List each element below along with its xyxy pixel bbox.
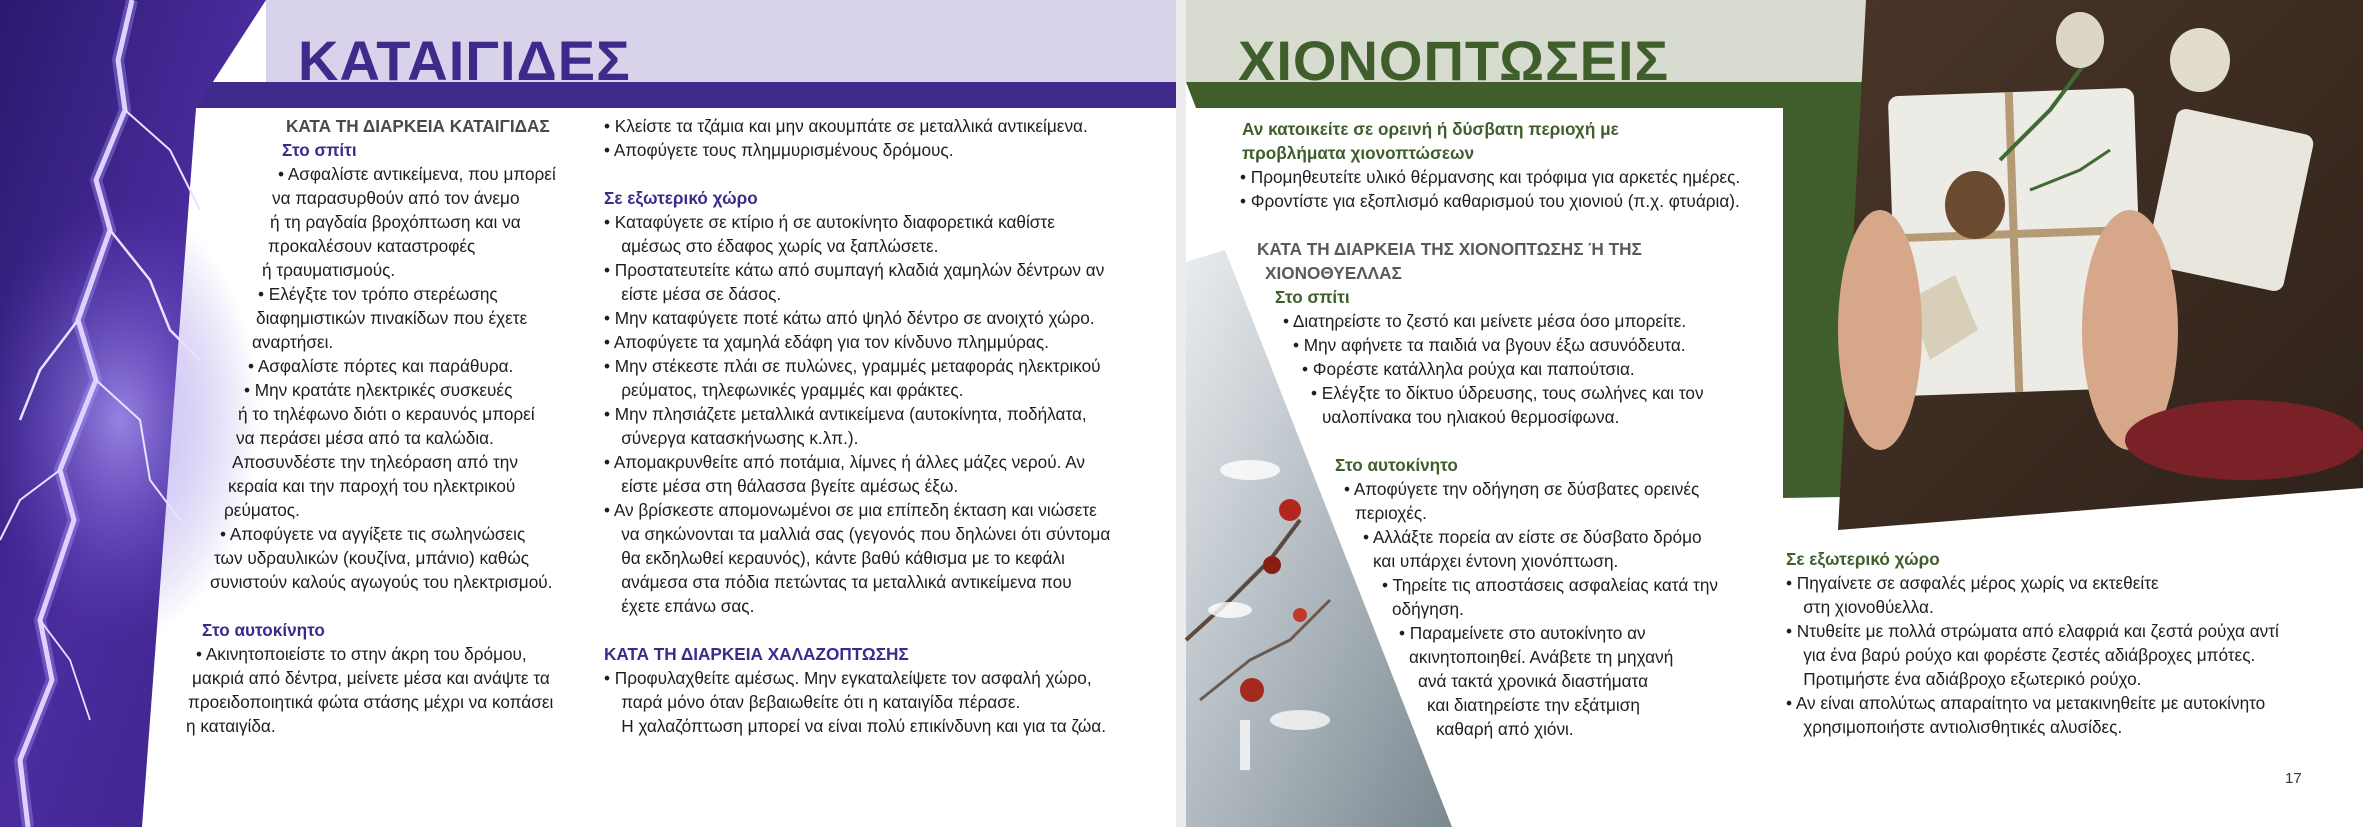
text-line: προκαλέσουν καταστροφές: [268, 236, 476, 256]
text-line: • Ελέγξτε το δίκτυο ύδρευσης, τους σωλήνες και τον: [1311, 383, 1704, 403]
text-line: είστε μέσα σε δάσος.: [604, 284, 782, 304]
section-heading: Στο αυτοκίνητο: [1335, 455, 1458, 475]
section-heading: Στο σπίτι: [1275, 287, 1350, 307]
text-line: είστε μέσα στη θάλασσα βγείτε αμέσως έξω.: [604, 476, 959, 496]
text-line: θα εκδηλωθεί κεραυνός), κάντε βαθύ κάθισμα με το κεφάλι: [604, 548, 1065, 568]
text-line: υαλοπίνακα του ηλιακού θερμοσίφωνα.: [1322, 407, 1620, 427]
text-line: • Καταφύγετε σε κτίριο ή σε αυτοκίνητο διαφορετικά καθίστε: [604, 212, 1055, 232]
text-line: η καταιγίδα.: [186, 716, 276, 736]
text-line: • Ασφαλίστε αντικείμενα, που μπορεί: [278, 164, 556, 184]
text-line: • Μην αφήνετε τα παιδιά να βγουν έξω ασυνόδευτα.: [1293, 335, 1686, 355]
storms-title: ΚΑΤΑΙΓΙΔΕΣ: [298, 29, 631, 92]
spacer: [0, 213, 1740, 237]
text-line: • Διατηρείστε το ζεστό και μείνετε μέσα όσο μπορείτε.: [1283, 311, 1687, 331]
text-line: συνιστούν καλούς αγωγούς του ηλεκτρισμού.: [210, 572, 553, 592]
section-heading: Σε εξωτερικό χώρο: [1786, 549, 1940, 569]
text-line: σύνεργα κατασκήνωσης κ.λπ.).: [604, 428, 859, 448]
text-line: μακριά από δέντρα, μείνετε μέσα και ανάψτε τα: [192, 668, 550, 688]
text-line: • Μην κρατάτε ηλεκτρικές συσκευές: [244, 380, 513, 400]
text-line: στη χιονοθύελλα.: [1786, 597, 1934, 617]
section-heading: ΚΑΤΑ ΤΗ ΔΙΑΡΚΕΙΑ ΚΑΤΑΙΓΙΔΑΣ: [286, 116, 550, 136]
text-line: • Ελέγξτε τον τρόπο στερέωσης: [258, 284, 498, 304]
text-line: να περάσει μέσα από τα καλώδια.: [236, 428, 494, 448]
text-line: αναρτήσει.: [252, 332, 334, 352]
text-line: προειδοποιητικά φώτα στάσης μέχρι να κοπάσει: [188, 692, 554, 712]
text-line: • Αν βρίσκεστε απομονωμένοι σε μια επίπεδη έκταση και νιώσετε: [604, 500, 1097, 520]
text-line: καθαρή από χιόνι.: [1436, 719, 1574, 739]
text-line: • Φορέστε κατάλληλα ρούχα και παπούτσια.: [1302, 359, 1635, 379]
text-line: • Αλλάξτε πορεία αν είστε σε δύσβατο δρόμο: [1363, 527, 1702, 547]
text-line: • Προφυλαχθείτε αμέσως. Μην εγκαταλείψετε τον ασφαλή χώρο,: [604, 668, 1092, 688]
section-heading: προβλήματα χιονοπτώσεων: [1242, 143, 1475, 163]
text-line: και υπάρχει έντονη χιονόπτωση.: [1373, 551, 1619, 571]
text-line: • Προμηθευτείτε υλικό θέρμανσης και τρόφιμα για αρκετές ημέρες.: [1240, 167, 1741, 187]
section-heading: Στο σπίτι: [282, 140, 357, 160]
text-line: • Μην καταφύγετε ποτέ κάτω από ψηλό δέντρο σε ανοιχτό χώρο.: [604, 308, 1095, 328]
text-line: • Πηγαίνετε σε ασφαλές μέρος χωρίς να εκτεθείτε: [1786, 573, 2159, 593]
text-line: ή τραυματισμούς.: [262, 260, 396, 280]
text-line: • Προστατευτείτε κάτω από συμπαγή κλαδιά χαμηλών δέντρων αν: [604, 260, 1105, 280]
text-line: για ένα βαρύ ρούχο και φορέστε ζεστές αδιάβροχες μπότες.: [1786, 645, 2256, 665]
page-number: 17: [2285, 770, 2302, 787]
text-line: παρά μόνο όταν βεβαιωθείτε ότι η καταιγίδα πέρασε.: [604, 692, 1021, 712]
text-line: διαφημιστικών πινακίδων που έχετε: [256, 308, 528, 328]
text-line: Η χαλαζόπτωση μπορεί να είναι πολύ επικίνδυνη και για τα ζώα.: [604, 716, 1106, 736]
text-line: ανάμεσα στα πόδια πετώντας τα μεταλλικά αντικείμενα που: [604, 572, 1072, 592]
text-line: ακινητοποιηθεί. Ανάβετε τη μηχανή: [1409, 647, 1674, 667]
text-line: • Παραμείνετε στο αυτοκίνητο αν: [1399, 623, 1646, 643]
section-heading: Αν κατοικείτε σε ορεινή ή δύσβατη περιοχή με: [1242, 119, 1619, 139]
text-line: • Αποφύγετε να αγγίξετε τις σωληνώσεις: [220, 524, 526, 544]
text-line: • Ακινητοποιείστε το στην άκρη του δρόμου,: [196, 644, 527, 664]
section-heading: Σε εξωτερικό χώρο: [604, 188, 758, 208]
text-line: • Φροντίστε για εξοπλισμό καθαρισμού του χιονιού (π.χ. φτυάρια).: [1240, 191, 1740, 211]
section-heading: ΚΑΤΑ ΤΗ ΔΙΑΡΚΕΙΑ ΤΗΣ ΧΙΟΝΟΠΤΩΣΗΣ Ή ΤΗΣ: [1257, 239, 1642, 259]
text-line: ή τη ραγδαία βροχόπτωση και να: [270, 212, 521, 232]
section-heading: Στο αυτοκίνητο: [202, 620, 325, 640]
text-line: περιοχές.: [1355, 503, 1427, 523]
text-line: • Αποφύγετε την οδήγηση σε δύσβατες ορεινές: [1344, 479, 1700, 499]
text-line: Αποσυνδέστε την τηλεόραση από την: [232, 452, 518, 472]
text-line: ρεύματος, τηλεφωνικές γραμμές και φράκτες.: [604, 380, 964, 400]
text-line: • Αν είναι απολύτως απαραίτητο να μετακινηθείτε με αυτοκίνητο: [1786, 693, 2266, 713]
section-heading: ΧΙΟΝΟΘΥΕΛΛΑΣ: [1265, 263, 1402, 283]
text-line: και διατηρείστε την εξάτμιση: [1427, 695, 1640, 715]
text-line: αμέσως στο έδαφος χωρίς να ξαπλώσετε.: [604, 236, 939, 256]
text-line: • Αποφύγετε τα χαμηλά εδάφη για τον κίνδυνο πλημμύρας.: [604, 332, 1049, 352]
text-line: ανά τακτά χρονικά διαστήματα: [1418, 671, 1649, 691]
text-line: να παρασυρθούν από τον άνεμο: [272, 188, 520, 208]
text-line: ρεύματος.: [224, 500, 300, 520]
snowfall-column-2: [1786, 547, 2279, 739]
text-line: ή το τηλέφωνο διότι ο κεραυνός μπορεί: [238, 404, 535, 424]
text-line: κεραία και την παροχή του ηλεκτρικού: [228, 476, 516, 496]
text-line: των υδραυλικών (κουζίνα, μπάνιο) καθώς: [214, 548, 530, 568]
text-line: έχετε επάνω σας.: [604, 596, 755, 616]
text-line: • Μην πλησιάζετε μεταλλικά αντικείμενα (αυτοκίνητα, ποδήλατα,: [604, 404, 1087, 424]
spacer: [0, 429, 1740, 453]
text-line: να σηκώνονται τα μαλλιά σας (γεγονός που δηλώνει ότι σύντομα: [604, 524, 1111, 544]
text-line: • Μην στέκεστε πλάι σε πυλώνες, γραμμές μεταφοράς ηλεκτρικού: [604, 356, 1101, 376]
text-line: Προτιμήστε ένα αδιάβροχο εξωτερικό ρούχο.: [1786, 669, 2142, 689]
snowfall-column-1: [0, 117, 1740, 741]
snowfall-title: ΧΙΟΝΟΠΤΩΣΕΙΣ: [1238, 29, 1670, 92]
gift-box-image: [1838, 0, 2363, 530]
text-line: • Ασφαλίστε πόρτες και παράθυρα.: [248, 356, 514, 376]
text-line: • Κλείστε τα τζάμια και μην ακουμπάτε σε μεταλλικά αντικείμενα.: [604, 116, 1088, 136]
text-line: • Τηρείτε τις αποστάσεις ασφαλείας κατά την: [1382, 575, 1718, 595]
text-line: • Αποφύγετε τους πλημμυρισμένους δρόμους.: [604, 140, 954, 160]
text-line: οδήγηση.: [1392, 599, 1464, 619]
section-heading: ΚΑΤΑ ΤΗ ΔΙΑΡΚΕΙΑ ΧΑΛΑΖΟΠΤΩΣΗΣ: [604, 644, 909, 664]
text-line: • Ντυθείτε με πολλά στρώματα από ελαφριά και ζεστά ρούχα αντί: [1786, 621, 2279, 641]
text-line: χρησιμοποιήστε αντιολισθητικές αλυσίδες.: [1786, 717, 2123, 737]
text-line: • Απομακρυνθείτε από ποτάμια, λίμνες ή άλλες μάζες νερού. Αν: [604, 452, 1085, 472]
